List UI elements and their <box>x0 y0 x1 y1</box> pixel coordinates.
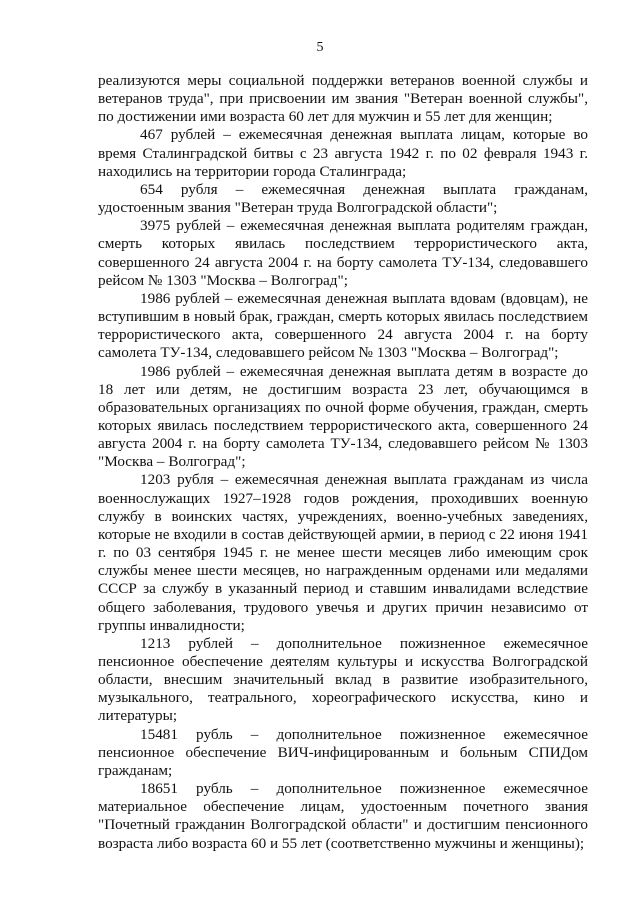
paragraph-widows-payment: 1986 рублей – ежемесячная денежная выплата вдовам (вдовцам), не вступившим в новый брак, граждан, смерть которых явилась последствием террористического акта, совершенного 24 августа 2004 г. на борту самолета ТУ-134, следовавшего рейсом № 1303 "Москва – Волгоград"; <box>98 289 588 362</box>
paragraph-stalingrad-payment: 467 рублей – ежемесячная денежная выплата лицам, которые во время Сталинградской битвы с 23 августа 1942 г. по 02 февраля 1943 г. находились на территории города Сталинграда; <box>98 126 588 180</box>
paragraph-labor-veteran-payment: 654 рубля – ежемесячная денежная выплата гражданам, удостоенным звания "Ветеран труда Волгоградской области"; <box>98 180 588 217</box>
paragraph-servicemen-payment: 1203 рубля – ежемесячная денежная выплата гражданам из числа военнослужащих 1927–1928 годов рождения, проходивших военную службу в воинских частях, учреждениях, военно-учебных заведениях, которые не входили в состав действующей армии, в период с 22 июня 1941 г. по 03 сентября 1945 г. не менее шести месяцев либо имеющим срок службы менее шести месяцев, но награжденным орденами или медалями СССР за службу в указанный период и ставшим инвалидами вследствие общего заболевания, трудового увечья и других причин независимо от группы инвалидности; <box>98 471 588 634</box>
page-number: 5 <box>316 40 324 55</box>
paragraph-honorary-citizen-pension: 18651 рубль – дополнительное пожизненное ежемесячное материальное обеспечение лицам, удостоенным почетного звания "Почетный гражданин Волгоградской области" и достигшим пенсионного возраста либо возраста 60 и 55 лет (соответственно мужчины и женщины); <box>98 780 588 852</box>
paragraph-veteran-support-continuation: реализуются меры социальной поддержки ветеранов военной службы и ветеранов труда", при присвоении им звания "Ветеран военной службы", по достижении ими возраста 60 лет для мужчин и 55 лет для женщин; <box>98 72 588 126</box>
paragraph-hiv-pension: 15481 рубль – дополнительное пожизненное ежемесячное пенсионное обеспечение ВИЧ-инфицированным и больным СПИДом гражданам; <box>98 725 588 779</box>
paragraph-parents-payment: 3975 рублей – ежемесячная денежная выплата родителям граждан, смерть которых явилась последствием террористического акта, совершенного 24 августа 2004 г. на борту самолета ТУ-134, следовавшего рейсом № 1303 "Москва – Волгоград"; <box>98 217 588 289</box>
paragraph-culture-pension: 1213 рублей – дополнительное пожизненное ежемесячное пенсионное обеспечение деятелям культуры и искусства Волгоградской области, внесшим значительный вклад в развитие изобразительного, музыкального, театрального, хореографического искусства, кино и литературы; <box>98 634 588 725</box>
paragraph-children-payment: 1986 рублей – ежемесячная денежная выплата детям в возрасте до 18 лет или детям, не достигшим возраста 23 лет, обучающимся в образовательных организациях по очной форме обучения, граждан, смерть которых явилась последствием террористического акта, совершенного 24 августа 2004 г. на борту самолета ТУ-134, следовавшего рейсом № 1303 "Москва – Волгоград"; <box>98 362 588 471</box>
document-body <box>98 72 588 853</box>
